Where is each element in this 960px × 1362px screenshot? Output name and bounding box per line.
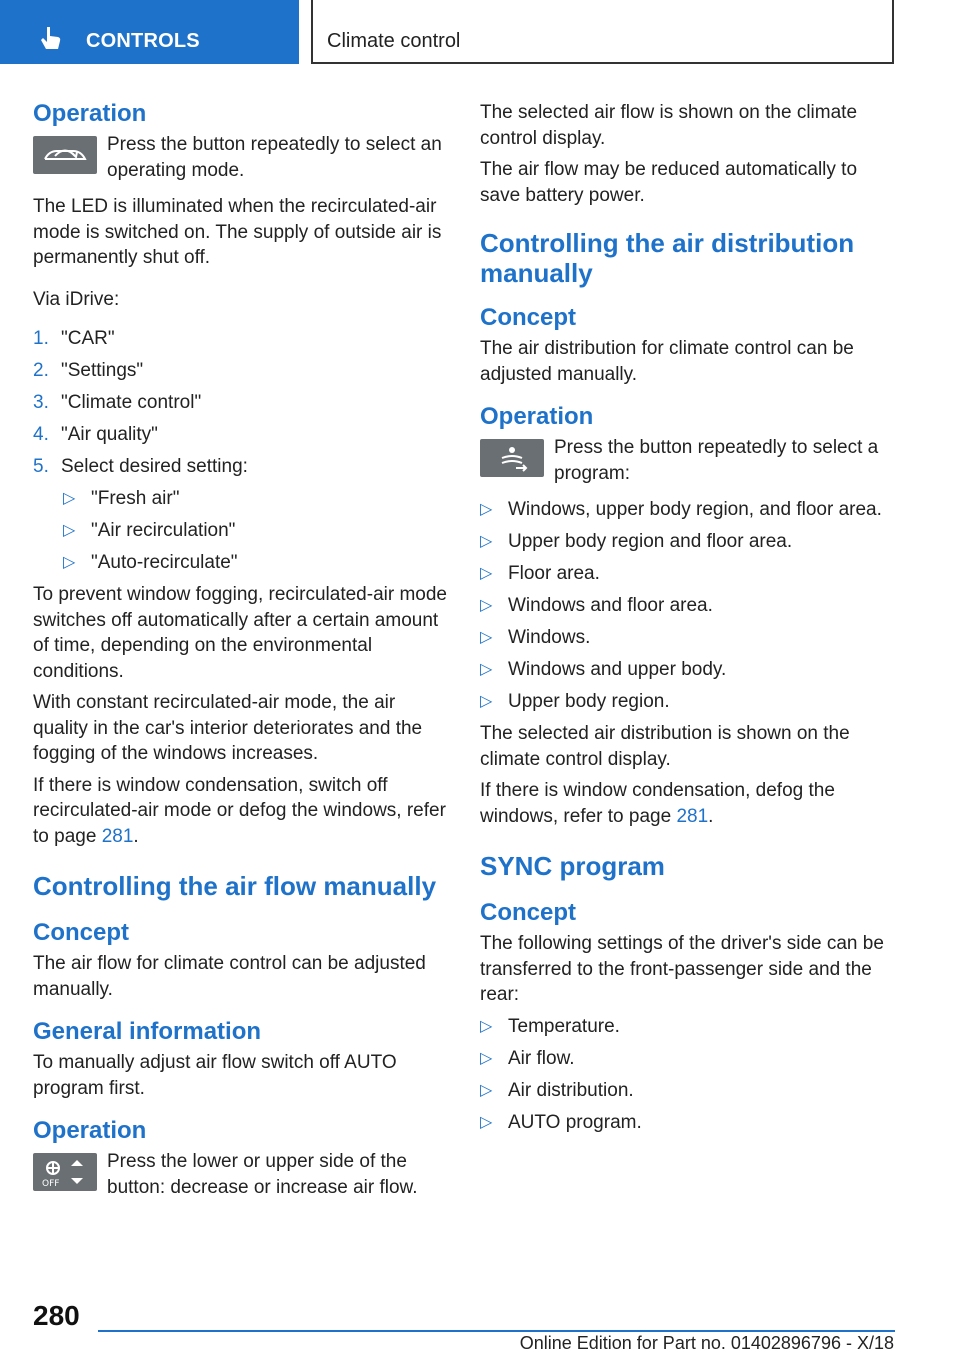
footer-divider (98, 1330, 895, 1332)
recirculation-button-icon (33, 136, 97, 174)
list-item: ▷ Upper body region and floor area. (480, 529, 900, 555)
operation-heading: Operation (480, 403, 594, 430)
bullet-icon: ▷ (480, 629, 493, 646)
condensation-text: If there is window condensation, switch off recirculated-air mode or defog the windows, refer to page 281. (33, 774, 446, 847)
air-distribution-button-icon (480, 439, 544, 477)
list-item: ▷ Air flow. (480, 1046, 900, 1072)
bullet-icon: ▷ (480, 597, 493, 614)
shown-text: The selected air flow is shown on the climate control display. (480, 102, 858, 149)
general-info-text: To manually adjust air flow switch off AUTO program first. (33, 1052, 397, 1099)
section-tab-label: CONTROLS (86, 30, 200, 52)
bullet-icon: ▷ (480, 533, 493, 550)
bullet-icon: ▷ (480, 565, 493, 582)
bullet-icon: ▷ (480, 1049, 493, 1067)
list-item: ▷ Air distribution. (480, 1078, 900, 1104)
edition-text: Online Edition for Part no. 01402896796 - X/18 (519, 1333, 894, 1353)
bullet-icon: ▷ (480, 661, 493, 678)
distribution-button-row (480, 435, 900, 495)
left-column (33, 100, 453, 1211)
sync-concept-heading: Concept (480, 899, 576, 926)
fogging-text: To prevent window fogging, recirculated-air mode switches off automatically after a certain amount of time, depending on the environmental conditions. (33, 584, 447, 682)
defog-text: If there is window condensation, defog the windows, refer to page 281. (480, 780, 835, 827)
sync-heading: SYNC program (480, 851, 665, 881)
list-item: ▷ Windows, upper body region, and floor area. (480, 497, 900, 523)
bullet-icon: ▷ (480, 1081, 493, 1099)
bullet-icon: ▷ (63, 522, 76, 539)
via-idrive: Via iDrive: (33, 288, 120, 310)
list-item: 5. Select desired setting: (33, 456, 248, 477)
reduced-text: The air flow may be reduced automatically to save battery power. (480, 159, 858, 206)
list-item: ▷ Temperature. (480, 1014, 900, 1040)
bullet-icon: ▷ (63, 554, 76, 571)
bullet-icon: ▷ (480, 501, 493, 518)
section-tab[interactable] (0, 0, 299, 64)
sync-text: The following settings of the driver's side can be transferred to the front-passenger side and the rear: (480, 933, 884, 1005)
bullet-icon: ▷ (480, 1017, 493, 1035)
dist-shown-text: The selected air distribution is shown on the climate control display. (480, 723, 850, 770)
led-text: The LED is illuminated when the recirculated-air mode is switched on. The supply of outside air is permanently shut off. (33, 196, 442, 268)
bullet-icon: ▷ (480, 693, 493, 710)
operation-text: Press the button repeatedly to select a program: (554, 437, 879, 484)
concept-text: The air flow for climate control can be adjusted manually. (33, 953, 426, 1000)
list-item: ▷ AUTO program. (480, 1110, 900, 1136)
list-item: ▷ "Auto-recirculate" (33, 550, 453, 576)
airflow-heading: Controlling the air flow manually (33, 871, 437, 901)
bullet-icon: ▷ (480, 1113, 493, 1131)
list-item: 1. "CAR" (33, 328, 115, 349)
concept-text: The air distribution for climate control can be adjusted manually. (480, 338, 854, 385)
list-item: 4. "Air quality" (33, 424, 158, 445)
chapter-tab[interactable] (311, 0, 894, 64)
concept-heading: Concept (480, 304, 576, 331)
distribution-heading: Controlling the air distribution manually (480, 228, 855, 288)
list-item: ▷ "Air recirculation" (33, 518, 453, 544)
fan-button-icon (33, 1153, 97, 1191)
list-item: ▷ "Fresh air" (33, 486, 453, 512)
operation-heading: Operation (33, 100, 147, 127)
list-item: ▷ Upper body region. (480, 689, 900, 715)
list-item: ▷ Windows and upper body. (480, 657, 900, 683)
svg-text:OFF: OFF (42, 1179, 60, 1188)
airflow-button-row (33, 1149, 453, 1209)
right-column (480, 100, 900, 1142)
constant-text: With constant recirculated-air mode, the air quality in the car's interior deteriorates and the fogging of the windows increases. (33, 692, 423, 764)
list-item: ▷ Floor area. (480, 561, 900, 587)
list-item: 2. "Settings" (33, 360, 144, 381)
chapter-tab-label: Climate control (327, 30, 461, 52)
operation2-text: Press the lower or upper side of the button: decrease or increase air flow. (107, 1151, 418, 1198)
list-item: ▷ Windows and floor area. (480, 593, 900, 619)
operation2-heading: Operation (33, 1117, 147, 1144)
list-item: ▷ Windows. (480, 625, 900, 651)
hand-pointer-icon (38, 25, 64, 56)
concept-heading: Concept (33, 919, 129, 946)
page-link[interactable]: 281 (101, 825, 134, 847)
page-number: 280 (33, 1300, 80, 1331)
operation-text: Press the button repeatedly to select an operating mode. (107, 134, 442, 181)
page-link[interactable]: 281 (676, 805, 709, 827)
list-item: 3. "Climate control" (33, 392, 202, 413)
general-info-heading: General information (33, 1018, 262, 1045)
recirculation-button-row (33, 132, 453, 192)
bullet-icon: ▷ (63, 490, 76, 507)
